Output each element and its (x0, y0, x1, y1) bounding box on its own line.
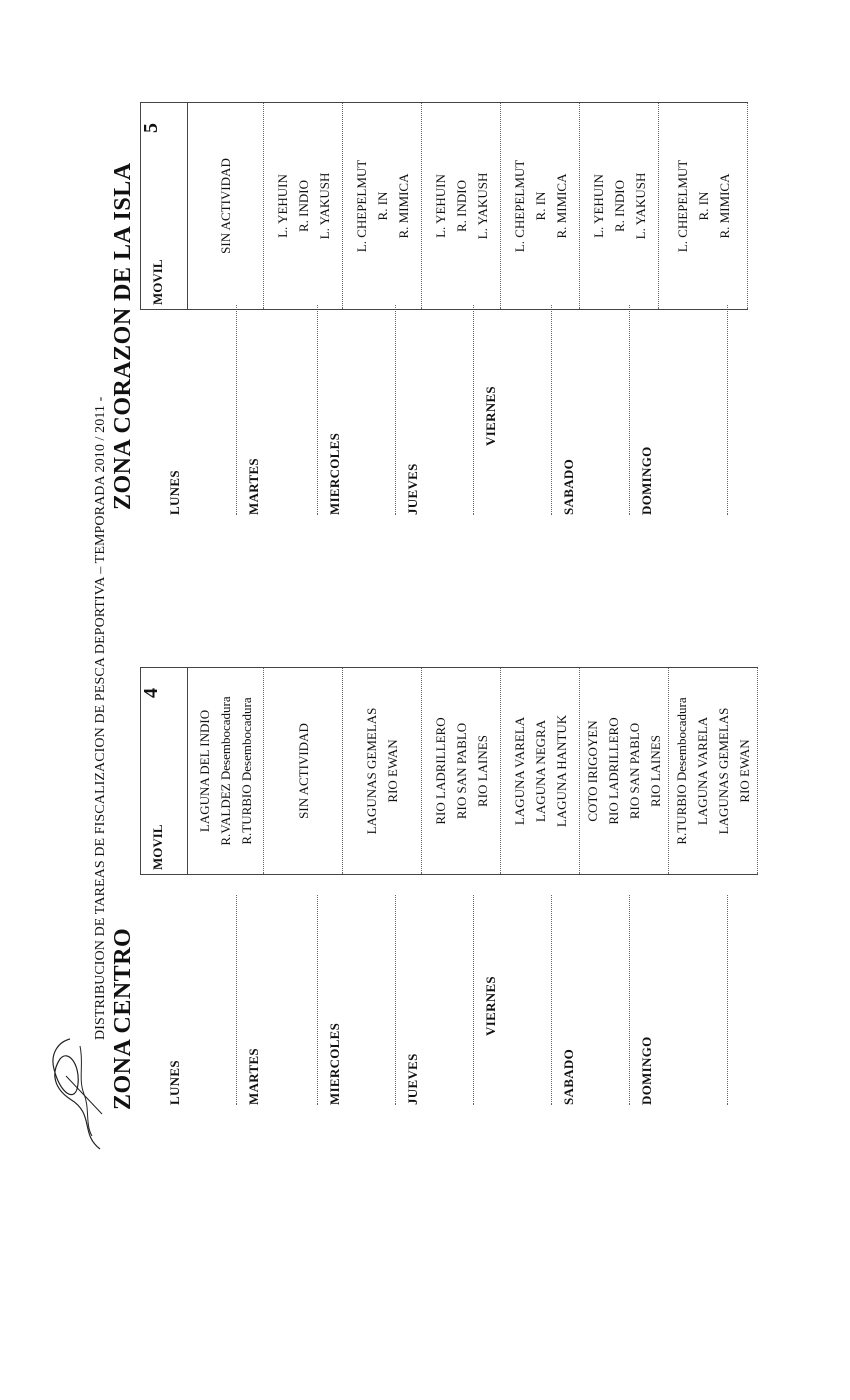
movil-table-centro (140, 667, 758, 875)
assignment-cell: COTO IRIGOYEN RIO LADRILLERO RIO SAN PABLO RIO LAINES (580, 668, 669, 875)
movil-number: 5 (140, 123, 162, 133)
day-label: MARTES (244, 305, 318, 515)
movil-number: 4 (140, 688, 162, 698)
movil-header: MOVIL 4 (141, 668, 188, 875)
day-label: MIERCOLES (325, 305, 396, 515)
day-label: JUEVES (403, 895, 474, 1105)
document-title: DISTRIBUCION DE TAREAS DE FISCALIZACION DE PESCA DEPORTIVA – TEMPORADA 2010 / 2011 - (93, 396, 108, 1040)
assignment-cell: LAGUNAS GEMELAS RIO EWAN (343, 668, 422, 875)
zone-title-corazon-isla: ZONA CORAZON DE LA ISLA (110, 162, 136, 510)
day-label: DOMINGO (637, 895, 728, 1105)
day-label: VIERNES (481, 895, 552, 1105)
movil-table-corazon-isla (140, 102, 748, 310)
zone-title-centro: ZONA CENTRO (110, 927, 136, 1110)
assignment-cell: LAGUNA DEL INDIO R.VALDEZ Desembocadura R.TURBIO Desembocadura (188, 668, 264, 875)
day-label: MIERCOLES (325, 895, 396, 1105)
assignment-cell: RIO LADRILLERO RIO SAN PABLO RIO LAINES (422, 668, 501, 875)
handwritten-signature (40, 1034, 108, 1154)
assignment-cell: L. YEHUIN R. INDIO L. YAKUSH (580, 103, 659, 310)
day-label: VIERNES (481, 305, 552, 515)
day-label: DOMINGO (637, 305, 728, 515)
day-label: LUNES (165, 895, 237, 1105)
assignment-cell: L. CHEPELMUT R. IN R. MIMICA (659, 103, 748, 310)
assignment-cell: LAGUNA VARELA LAGUNA NEGRA LAGUNA HANTUK (501, 668, 580, 875)
assignment-cell: L. CHEPELMUT R. IN R. MIMICA (343, 103, 422, 310)
day-label: JUEVES (403, 305, 474, 515)
day-label: MARTES (244, 895, 318, 1105)
assignment-cell: L. YEHUIN R. INDIO L. YAKUSH (422, 103, 501, 310)
assignment-cell: SIN ACTIVIDAD (264, 668, 343, 875)
day-label: SABADO (559, 305, 630, 515)
movil-header: MOVIL 5 (141, 103, 188, 310)
day-label: LUNES (165, 305, 237, 515)
day-label: SABADO (559, 895, 630, 1105)
assignment-cell: L. CHEPELMUT R. IN R. MIMICA (501, 103, 580, 310)
assignment-cell: SIN ACTIVIDAD (188, 103, 264, 310)
assignment-cell: L. YEHUIN R. INDIO L. YAKUSH (264, 103, 343, 310)
assignment-cell: R.TURBIO Desembocadura LAGUNA VARELA LAGUNAS GEMELAS RIO EWAN (669, 668, 758, 875)
